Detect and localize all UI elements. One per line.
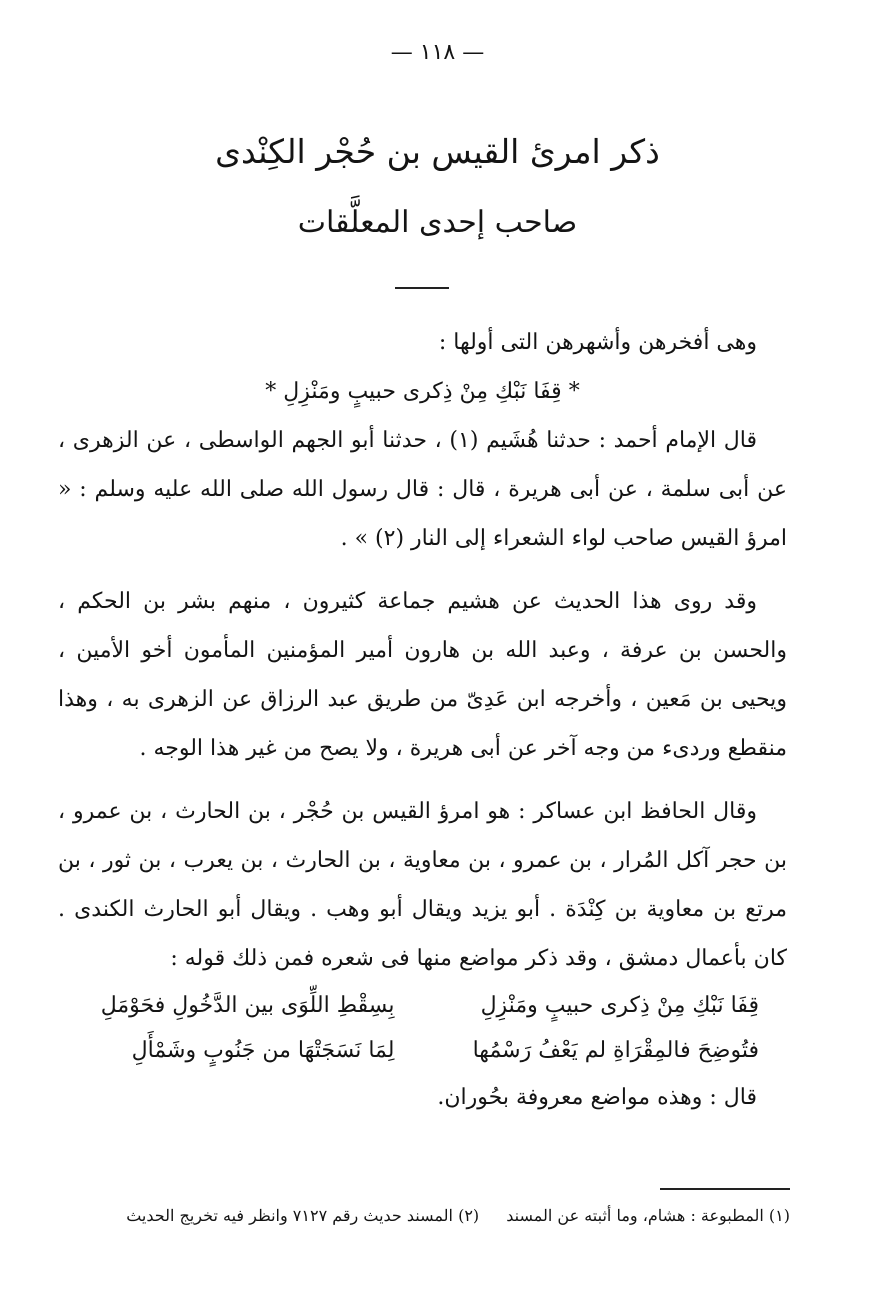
opening-verse: * قِفَا نَبْكِ مِنْ ذِكرى حبيبٍ ومَنْزِلِ * [265,379,580,404]
poem-verse-1 [58,983,759,1028]
verse-2-second-hemistich: لِمَا نَسَجَتْهَا من جَنُوبٍ وشَمْأَلِ [131,1038,395,1063]
chapter-title: ذكر امرئ القيس بن حُجْر الكِنْدى [215,132,660,171]
footnote-divider [660,1188,790,1190]
verse-1-first-hemistich: قِفَا نَبْكِ مِنْ ذِكرى حبيبٍ ومَنْزِلِ [480,993,759,1018]
poem-verse-2 [58,1028,759,1073]
chapter-subtitle: صاحب إحدى المعلَّقات [297,205,578,240]
poem [58,983,787,1073]
page-number: — ١١٨ — [390,40,485,65]
footnote-2: (٢) المسند حديث رقم ٧١٢٧ وانظر فيه تخريج الحديث [126,1206,480,1225]
footnote-1: (١) المطبوعة : هشام، وما أثبته عن المسند [506,1206,790,1225]
footnotes [58,1202,790,1230]
intro-paragraph: وهى أفخرهن وأشهرهن التى أولها : [438,330,757,355]
closing-paragraph: قال : وهذه مواضع معروفة بحُوران. [437,1085,757,1110]
hadith-paragraph: قال الإمام أحمد : حدثنا هُشَيم (١) ، حدثنا أبو الجهم الواسطى ، عن الزهرى ، عن أبى سلمة ، عن أبى هريرة ، قال : قال رسول الله صلى الله عليه وسلم : « امرؤ القيس صاحب لواء الشعراء إلى النار (٢) » . [58,428,787,551]
genealogy-paragraph: وقال الحافظ ابن عساكر : هو امرؤ القيس بن حُجْر ، بن الحارث ، بن عمرو ، بن حجر آكل المُرار ، بن عمرو ، بن معاوية ، بن الحارث ، بن يعرب ، بن ثور ، بن مرتع بن معاوية بن كِنْدَة . أبو يزيد ويقال أبو وهب . ويقال أبو الحارث الكندى . كان بأعمال دمشق ، وقد ذكر مواضع منها فى شعره فمن ذلك قوله : [58,799,787,971]
verse-1-second-hemistich: بِسِقْطِ اللِّوَى بين الدَّخُولِ فحَوْمَلِ [100,993,395,1018]
title-divider [395,287,449,289]
body-text [58,318,787,1122]
verse-2-first-hemistich: فتُوضِحَ فالمِقْرَاةِ لم يَعْفُ رَسْمُها [472,1038,759,1063]
narration-paragraph: وقد روى هذا الحديث عن هشيم جماعة كثيرون ، منهم بشر بن الحكم ، والحسن بن عرفة ، وعبد الله بن هارون أمير المؤمنين المأمون أخو الأمين ، ويحيى بن مَعين ، وأخرجه ابن عَدِىّ من طريق عبد الرزاق عن الزهرى به ، وهذا منقطع وردىء من وجه آخر عن أبى هريرة ، ولا يصح من غير هذا الوجه . [58,589,787,761]
